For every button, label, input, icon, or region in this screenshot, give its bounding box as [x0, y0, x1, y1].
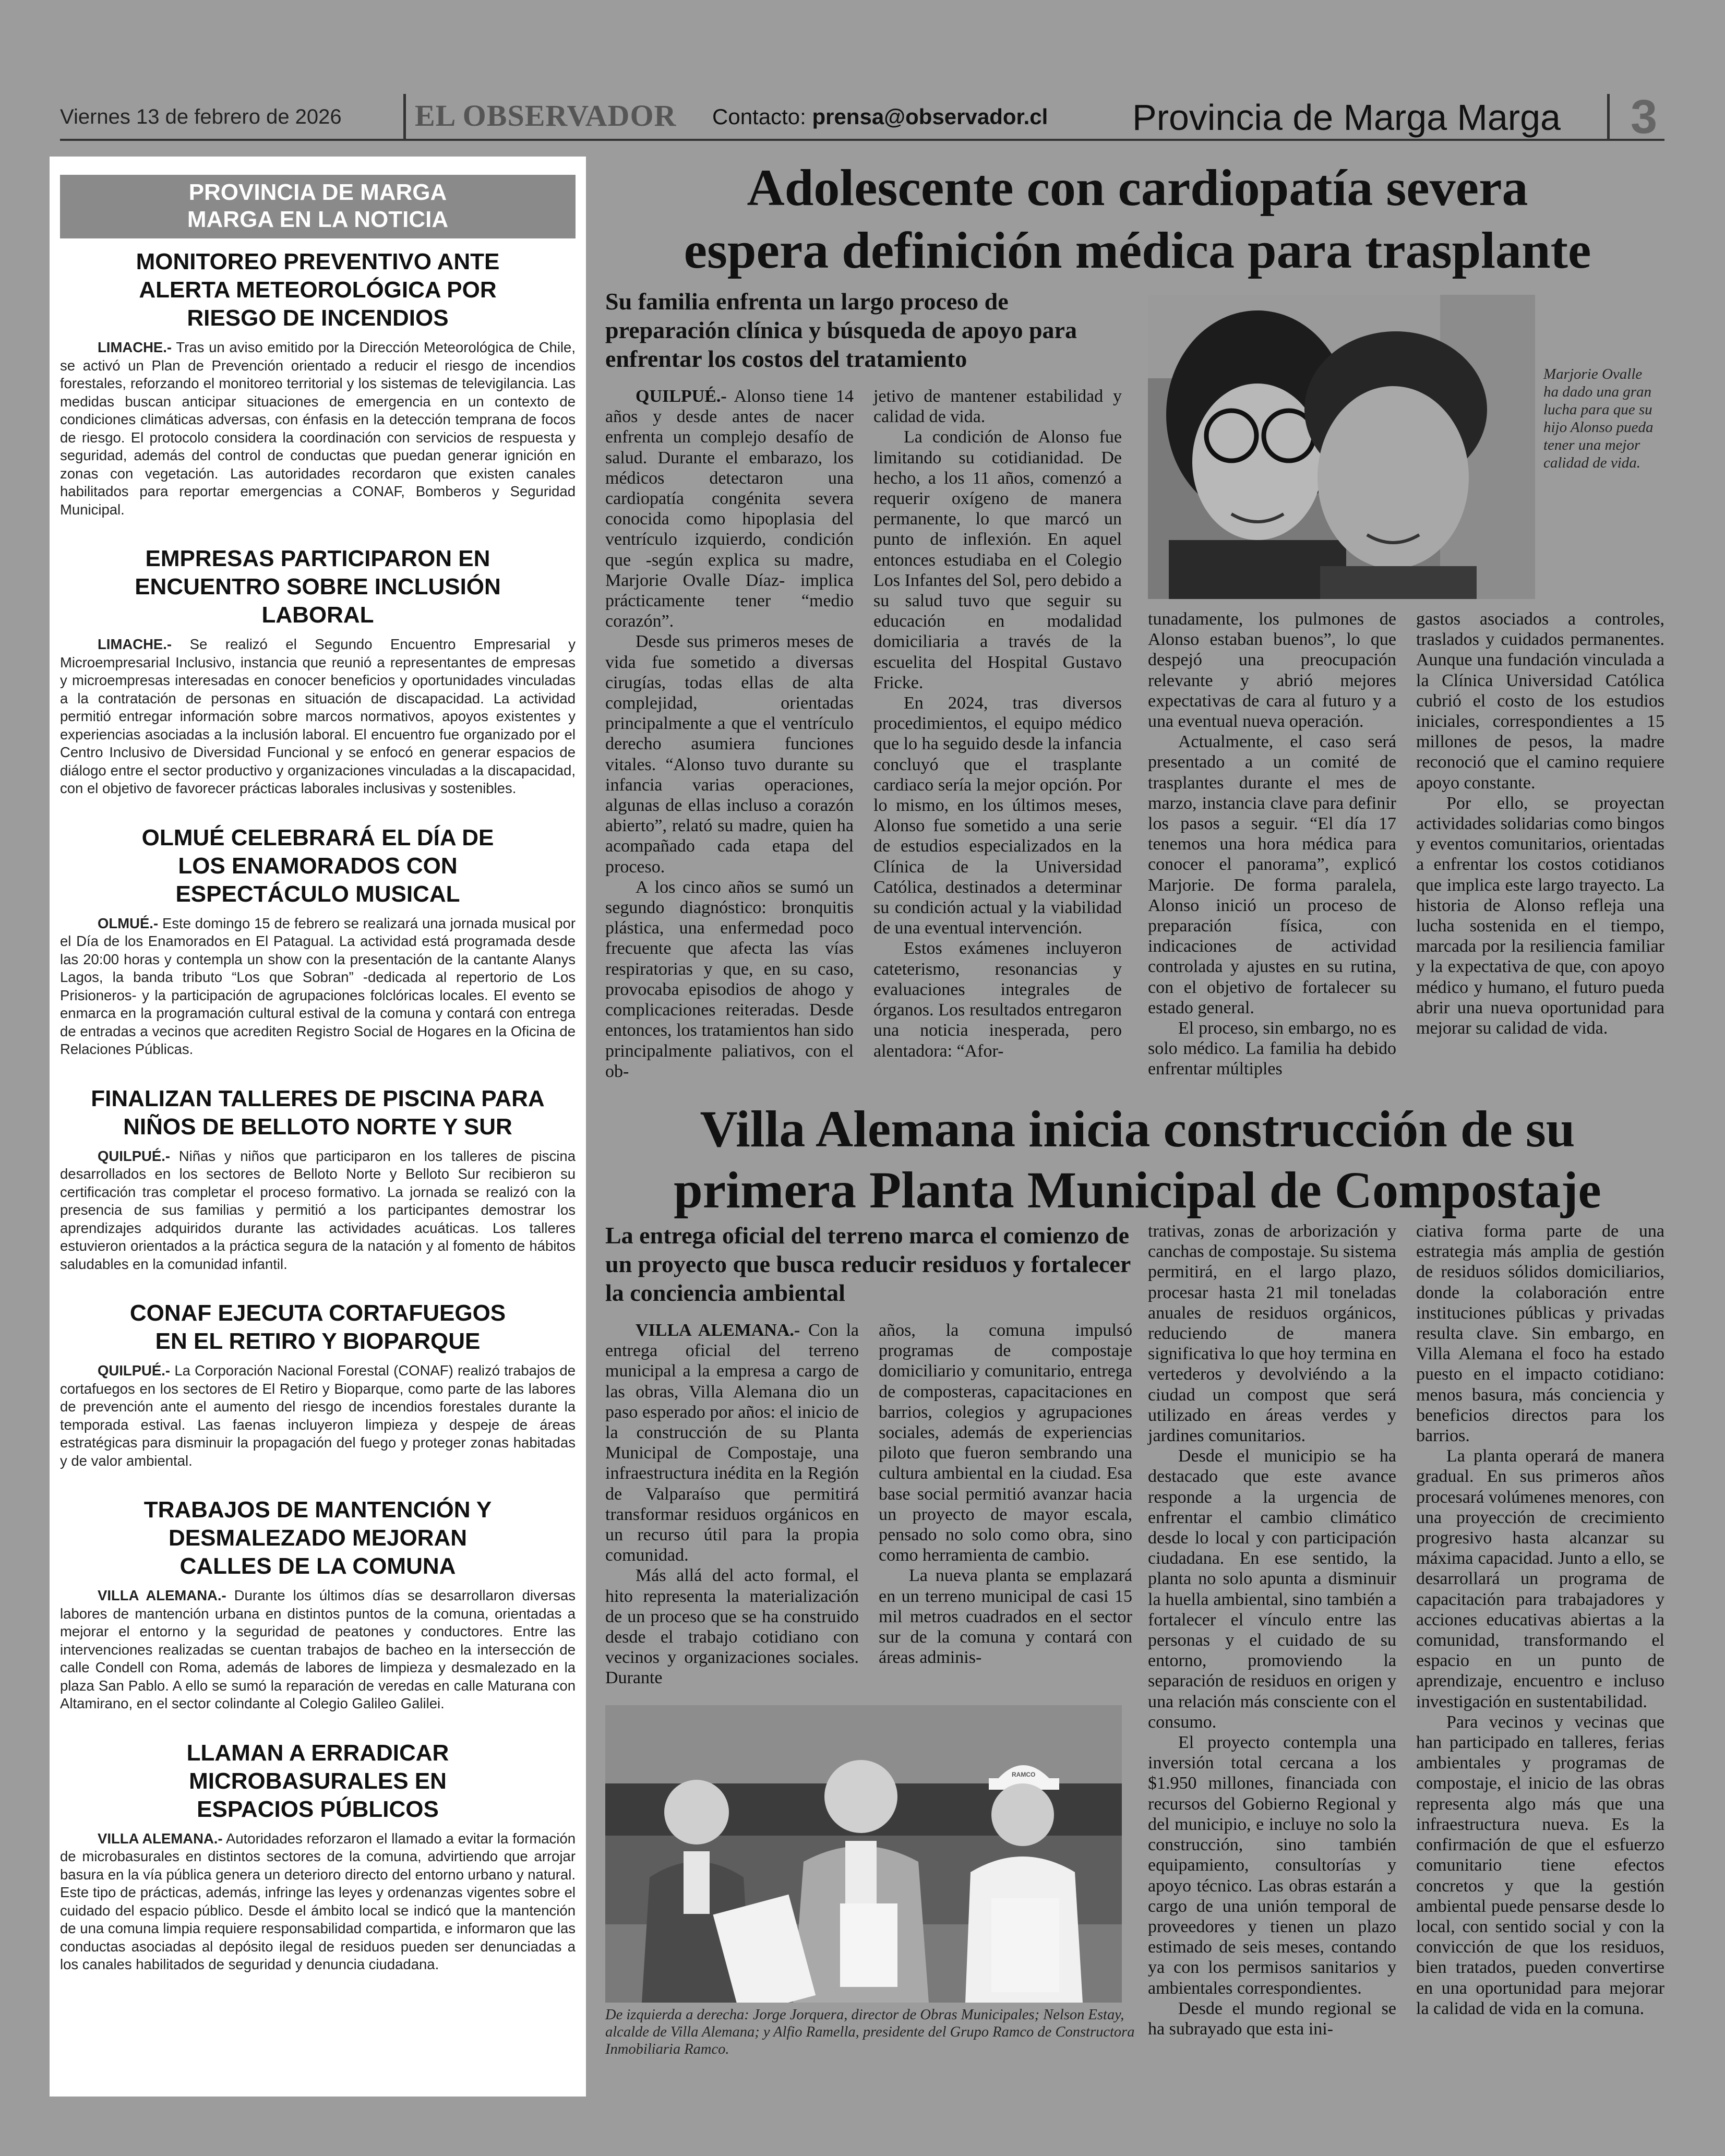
article-paragraph — [605, 386, 854, 631]
article-paragraph: En 2024, tras diversos procedimientos, el equipo médico que lo ha seguido desde la infancia concluyó que el trasplante cardiaco sería la mejor opción. Por lo mismo, en los últimos meses, Alonso fue sometido a una serie de estudios especializados en la Clínica de la Universidad Católica, destinados a determinar su condición actual y la viabilidad de una eventual intervención. — [873, 693, 1122, 938]
article1-subtitle: Su familia enfrenta un largo proceso de preparación clínica y búsqueda de apoyo para enfrentar los costos del tratamiento — [605, 288, 1077, 372]
brief-body — [60, 636, 576, 798]
article-paragraph — [605, 1320, 859, 1565]
brief-location: OLMUÉ.- — [98, 915, 159, 931]
brief-text: Este domingo 15 de febrero se realizará una jornada musical por el Día de los Enamorados en El Patagual. La actividad está programada desde las 20:00 horas y contempla un show con la presentación de la cantante Alanys Lagos, la banda tributo “Los que Sobran” -dedicada al repertorio de Los Prisioneros- y la participación de agrupaciones folclóricas locales. El evento se enmarca en la programación cultural estival de la comuna y contará con entrega de entradas a vecinos que acrediten Registro Social de Hogares en la Oficina de Relaciones Públicas. — [60, 915, 576, 1057]
headline-line: Adolescente con cardiopatía severa — [747, 159, 1528, 217]
brief-title: MONITOREO PREVENTIVO ANTE ALERTA METEOROLÓGICA POR RIESGO DE INCENDIOS — [136, 249, 500, 331]
paragraph-text: Con la entrega oficial del terreno municipal a la empresa a cargo de las obras, Villa Alemana dio un paso esperado por años: el inicio de la construcción de su Planta Municipal de Compostaje, una infraestructura inédita en la Región de Valparaíso que permitirá transformar residuos orgánicos en un recurso útil para la propia comunidad. — [605, 1321, 859, 1565]
brief-title: LLAMAN A ERRADICAR MICROBASURALES EN ESPACIOS PÚBLICOS — [186, 1740, 449, 1822]
article2-text-right — [1148, 1221, 1664, 2077]
article1-text-right — [1148, 609, 1664, 1102]
headline-line: Villa Alemana inicia construcción de su — [700, 1100, 1575, 1158]
article-paragraph: ciativa forma parte de una estrategia más amplia de gestión de residuos sólidos domiciliarios, donde la colaboración entre instituciones públicas y privadas resulta clave. Sin embargo, en Villa Alemana el foco ha estado puesto en el impacto cotidiano: menos basura, más conciencia y beneficios directos para los barrios. — [1416, 1221, 1664, 1446]
article-paragraph: La planta operará de manera gradual. En sus primeros años procesará volúmenes menores, con una proyección de crecimiento progresivo hasta alcanzar su máxima capacidad. Junto a ello, se desarrollará un programa de capacitación para trabajadores y acciones educativas abiertas a la comunidad, transformando el espacio en un punto de aprendizaje, encuentro e incluso investigación en sustentabilidad. — [1416, 1446, 1664, 1711]
article-paragraph: El proyecto contempla una inversión total cercana a los $1.950 millones, financiada con recursos del Gobierno Regional y del municipio, e incluye no solo la construcción, sino también equipamiento, consultorías y apoyo técnico. Las obras estarán a cargo de una unión temporal de proveedores y tienen un plazo estimado de seis meses, contando ya con los permisos sanitarios y ambientales correspondientes. — [1148, 1733, 1396, 1998]
brief-title: FINALIZAN TALLERES DE PISCINA PARA NIÑOS DE BELLOTO NORTE Y SUR — [91, 1085, 545, 1140]
news-briefs-column — [50, 157, 586, 2097]
article-paragraph: Actualmente, el caso será presentado a un comité de trasplantes durante el mes de marzo, instancia clave para definir los pasos a seguir. “El día 17 tenemos una hora médica para conocer el panorama”, explicó Marjorie. De forma paralela, Alonso inició un proceso de preparación física, con indicaciones de actividad controlada y ajustes en su rutina, con el objetivo de fortalecer su estado general. — [1148, 732, 1396, 1017]
brief-body — [60, 915, 576, 1059]
brief-title: TRABAJOS DE MANTENCIÓN Y DESMALEZADO MEJORAN CALLES DE LA COMUNA — [143, 1497, 492, 1579]
header-divider — [403, 94, 406, 139]
brief-body — [60, 1830, 576, 1974]
brief-text: Se realizó el Segundo Encuentro Empresarial y Microempresarial Inclusivo, instancia que reunió a representantes de empresas y microempresas interesadas en conocer beneficios y oportunidades vinculadas a la contratación de personas en situación de discapacidad. La actividad permitió entregar información sobre marcos normativos, apoyos existentes y experiencias asociadas a la inclusión laboral. El encuentro fue organizado por el Centro Inclusivo de Diversidad Funcional y se enfocó en generar espacios de diálogo entre el sector productivo y organizaciones vinculadas a la discapacidad, con el objetivo de favorecer prácticas laborales inclusivas y sostenibles. — [60, 636, 576, 796]
page-header — [60, 90, 1664, 143]
article-paragraph: trativas, zonas de arborización y canchas de compostaje. Su sistema permitirá, en el largo plazo, procesar hasta 21 mil toneladas anuales de residuos orgánicos, reduciendo de manera significativa lo que hoy termina en vertederos y devolviéndo a la ciudad un compost que será utilizado en áreas verdes y jardines comunitarios. — [1148, 1221, 1396, 1446]
article2-subtitle: La entrega oficial del terreno marca el comienzo de un proyecto que busca reducir residuos y fortalecer la conciencia ambiental — [605, 1222, 1131, 1306]
brief-text: La Corporación Nacional Forestal (CONAF) realizó trabajos de cortafuegos en los sectores de El Retiro y Bioparque, como parte de las labores de prevención ante el aumento del riesgo de incendios forestales durante la temporada estival. Las faenas incluyeron limpieza y despeje de áreas estratégicas para disminuir la propagación del fuego y proteger zonas habitadas y de valor ambiental. — [60, 1362, 576, 1469]
briefs-banner — [60, 175, 576, 238]
briefs-banner-line: MARGA EN LA NOTICIA — [187, 207, 449, 232]
article1-photo-caption: Marjorie Ovalle ha dado una gran lucha para que su hijo Alonso pueda tener una mejor calidad de vida. — [1543, 366, 1654, 471]
dateline: QUILPUÉ.- — [636, 387, 727, 406]
news-brief — [60, 248, 576, 519]
brief-location: VILLA ALEMANA.- — [98, 1830, 223, 1847]
article-paragraph: El proceso, sin embargo, no es solo médico. La familia ha debido enfrentar múltiples — [1148, 1019, 1396, 1079]
news-brief — [60, 1496, 576, 1713]
article-paragraph: Más allá del acto formal, el hito representa la materialización de un proceso que se ha construido desde el trabajo cotidiano con vecinos y organizaciones sociales. Durante — [605, 1566, 859, 1688]
paragraph-text: Alonso tiene 14 años y desde antes de nacer enfrenta un complejo desafío de salud. Durante el embarazo, los médicos detectaron una cardiopatía congénita severa conocida como hipoplasia del ventrículo izquierdo, condición que -según explica su madre, Marjorie Ovalle Díaz- implica prácticamente tener “medio corazón”. — [605, 387, 854, 631]
brief-text: Niñas y niños que participaron en los talleres de piscina desarrollados en los sectores de Belloto Norte y Belloto Sur recibieron su certificación tras completar el proceso formativo. La jornada se realizó con la presencia de sus familias y permitió a los participantes demostrar los aprendizajes adquiridos durante las actividades acuáticas. Los talleres estuvieron orientados a la práctica segura de la natación y al fomento de hábitos saludables en la comunidad infantil. — [60, 1147, 576, 1272]
dateline: VILLA ALEMANA.- — [636, 1321, 800, 1340]
article-paragraph: A los cinco años se sumó un segundo diagnóstico: bronquitis plástica, una enfermedad poco frecuente que afecta las vías respiratorias y que, en su caso, provocaba episodios de ahogo y complicaciones reiteradas. Desde entonces, los tratamientos han sido principalmente paliativos, con el ob- — [605, 877, 854, 1081]
brief-location: LIMACHE.- — [98, 339, 172, 355]
article-paragraph: Por ello, se proyectan actividades solidarias como bingos y eventos comunitarios, orientadas a enfrentar los costos cotidianos que implica este largo trayecto. La historia de Alonso refleja una lucha sostenida en el tiempo, marcada por la resiliencia familiar y la expectativa de que, con apoyo médico y humano, el futuro pueda abrir una nueva oportunidad para mejorar su calidad de vida. — [1416, 793, 1664, 1038]
article-paragraph: La condición de Alonso fue limitando su cotidianidad. De hecho, a los 11 años, comenzó a requerir oxígeno de manera permanente, lo que marcó un punto de inflexión. En aquel entonces estudiaba en el Colegio Los Infantes del Sol, pero debido a su salud tuvo que seguir su educación en modalidad domiciliaria a través de la escuelita del Hospital Gustavo Fricke. — [873, 427, 1122, 692]
brief-text: Tras un aviso emitido por la Dirección Meteorológica de Chile, se activó un Plan de Prevención orientado a reducir el riesgo de incendios forestales, reforzando el monitoreo territorial y los sistemas de televigilancia. Las medidas buscan anticipar situaciones de emergencia en un contexto de condiciones climáticas adversas, con énfasis en la detección temprana de focos de riesgo. El protocolo considera la coordinación con servicios de respuesta y seguridad, además del control de conductas que puedan generar ignición en zonas con vegetación. Las autoridades recordaron que existen canales habilitados para reportar emergencias a CONAF, Bomberos y Seguridad Municipal. — [60, 339, 576, 518]
photo-illustration — [605, 1705, 1122, 2003]
page-number: 3 — [1631, 90, 1658, 143]
brief-location: VILLA ALEMANA.- — [98, 1587, 226, 1603]
mother-son-photo — [1148, 295, 1535, 599]
section-name: Provincia de Marga Marga — [1132, 97, 1561, 138]
article-paragraph: tunadamente, los pulmones de Alonso estaban buenos”, lo que despejó una preocupación relevante y abrió mejores expectativas de cara al futuro y a una eventual nueva operación. — [1148, 609, 1396, 732]
brief-location: QUILPUÉ.- — [98, 1362, 171, 1379]
headline-line: primera Planta Municipal de Compostaje — [674, 1161, 1601, 1219]
contact-info — [712, 104, 1048, 129]
brief-body — [60, 339, 576, 519]
article2-photo-caption: De izquierda a derecha: Jorge Jorquera, director de Obras Municipales; Nelson Estay, alcalde de Villa Alemana; y Alfio Ramella, presidente del Grupo Ramco de Constructora Inmobiliaria Ramco. — [605, 2007, 1135, 2057]
brief-location: LIMACHE.- — [98, 636, 172, 652]
article1-headline — [605, 157, 1670, 282]
brief-title: EMPRESAS PARTICIPARON EN ENCUENTRO SOBRE INCLUSIÓN LABORAL — [135, 546, 501, 628]
briefs-banner-line: PROVINCIA DE MARGA — [188, 179, 447, 205]
brief-title: OLMUÉ CELEBRARÁ EL DÍA DE LOS ENAMORADOS CON ESPECTÁCULO MUSICAL — [141, 824, 494, 907]
brief-body — [60, 1147, 576, 1274]
headline-line: espera definición médica para trasplante — [684, 221, 1591, 279]
brief-location: QUILPUÉ.- — [98, 1147, 171, 1164]
article-paragraph: Estos exámenes incluyeron cateterismo, resonancias y evaluaciones integrales de órganos. Los resultados entregaron una noticia inesperada, pero alentadora: “Afor- — [873, 939, 1122, 1061]
brief-text: Autoridades reforzaron el llamado a evitar la formación de microbasurales en distintos sectores de la comuna, advirtiendo que arrojar basura en la vía pública genera un deterioro directo del entorno urbano y natural. Este tipo de prácticas, además, infringe las leyes y ordenanzas vigentes sobre el cuidado del espacio público. Desde el ámbito local se indicó que la mantención de una comuna limpia requiere responsabilidad compartida, e informaron que las conductas asociadas al depósito ilegal de residuos pueden ser denunciadas a los canales habilitados de seguridad y denuncia ciudadana. — [60, 1830, 576, 1972]
photo-illustration — [1148, 295, 1535, 599]
news-brief — [60, 824, 576, 1059]
news-brief — [60, 545, 576, 798]
brief-text: Durante los últimos días se desarrollaron diversas labores de mantención urbana en distintos puntos de la comuna, orientadas a mejorar el entorno y la seguridad de peatones y conductores. Entre las intervenciones realizadas se cuentan trabajos de bacheo en la intersección de calle Condell con Roma, además de labores de limpieza y desmalezado en la plaza San Pablo. A ello se sumó la reparación de veredas en calle Maturana con Altamirano, en el sector colindante al Colegio Galileo Galilei. — [60, 1587, 576, 1711]
article-paragraph: Desde el mundo regional se ha subrayado que esta ini- — [1148, 1998, 1396, 2039]
article-paragraph: Desde sus primeros meses de vida fue sometido a diversas cirugías, todas ellas de alta complejidad, orientadas principalmente a que el ventrículo derecho asumiera funciones vitales. “Alonso tuvo durante su infancia varias operaciones, algunas de ellas incluso a corazón abierto”, relató su madre, quien ha acompañado cada etapa del proceso. — [605, 632, 854, 877]
article1-text-left — [605, 386, 1122, 1104]
brief-title: CONAF EJECUTA CORTAFUEGOS EN EL RETIRO Y BIOPARQUE — [129, 1300, 506, 1354]
article-paragraph: Para vecinos y vecinas que han participado en talleres, ferias ambientales y programas de compostaje, el inicio de las obras representa algo más que una infraestructura nueva. Es la confirmación de que el esfuerzo comunitario tiene efectos concretos y que la gestión ambiental puede pensarse desde lo local, con sentido social y con la convicción de que los residuos, bien tratados, pueden convertirse en una oportunidad para mejorar la calidad de vida en la comuna. — [1416, 1712, 1664, 2018]
article2-text-left — [605, 1320, 1132, 1691]
contact-email[interactable]: prensa@observador.cl — [812, 104, 1048, 129]
issue-date: Viernes 13 de febrero de 2026 — [60, 105, 342, 128]
article-paragraph: jetivo de mantener estabilidad y calidad de vida. — [873, 387, 1122, 427]
news-brief — [60, 1299, 576, 1470]
contact-label: Contacto: — [712, 104, 806, 129]
news-brief — [60, 1739, 576, 1974]
article-paragraph: Desde el municipio se ha destacado que este avance responde a la urgencia de enfrentar el cambio climático desde lo local y con participación ciudadana. En ese sentido, la planta no solo apunta a disminuir la huella ambiental, sino también a fortalecer el vínculo entre las personas y el cuidado de su entorno, promoviendo la separación de residuos en origen y una relación más consciente con el consumo. — [1148, 1446, 1396, 1732]
news-brief — [60, 1085, 576, 1274]
newspaper-name: EL OBSERVADOR — [415, 99, 677, 133]
article-paragraph: años, la comuna impulsó programas de compostaje domiciliario y comunitario, entrega de composteras, capacitaciones en barrios, colegios y agrupaciones sociales, además de experiencias piloto que fueron sembrando una cultura ambiental en la ciudad. Esa base social permitió avanzar hacia un proyecto de mayor escala, pensado no solo como obra, sino como herramienta de cambio. — [879, 1321, 1132, 1565]
header-divider — [1607, 94, 1610, 139]
article-paragraph: gastos asociados a controles, traslados y cuidados permanentes. Aunque una fundación vinculada a la Clínica Universidad Católica cubrió el costo de los estudios iniciales, correspondientes a 15 millones de pesos, la madre reconoció que el camino requiere apoyo constante. — [1416, 609, 1664, 793]
article-paragraph: La nueva planta se emplazará en un terreno municipal de casi 15 mil metros cuadrados en el sector sur de la comuna y contará con áreas adminis- — [879, 1566, 1132, 1668]
article2-headline — [605, 1098, 1670, 1220]
brief-body — [60, 1362, 576, 1470]
helmet-logo-text: RAMCO — [1012, 1771, 1036, 1778]
brief-body — [60, 1587, 576, 1713]
officials-photo — [605, 1705, 1122, 2003]
